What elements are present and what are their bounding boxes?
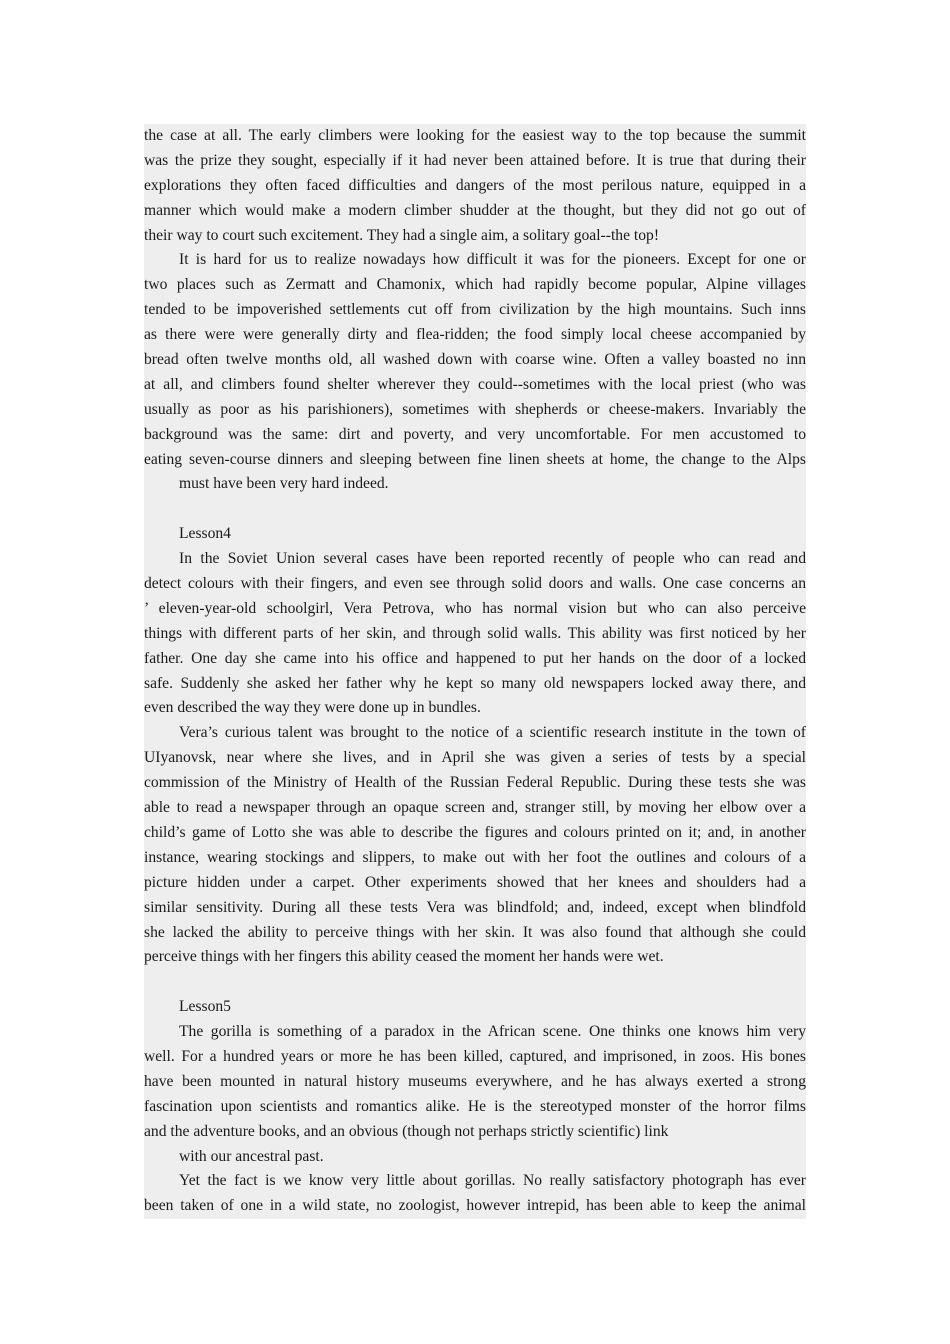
text-line: It is hard for us to realize nowadays how difficult it was for the pioneers. Except for one or <box>179 251 806 269</box>
text-line: as there were were generally dirty and flea-ridden; the food simply local cheese accompanied by <box>144 326 806 344</box>
text-line: tended to be impoverished settlements cut off from civilization by the high mountains. Such inns <box>144 301 806 319</box>
text-line: similar sensitivity. During all these tests Vera was blindfold; and, indeed, except when blindfold <box>144 898 806 916</box>
text-line: detect colours with their fingers, and even see through solid doors and walls. One case concerns an <box>144 575 806 593</box>
text-line: even described the way they were done up in bundles. <box>144 699 481 717</box>
blank-line <box>144 497 806 522</box>
text-line: commission of the Ministry of Health of the Russian Federal Republic. During these tests she was <box>144 774 806 792</box>
text-line: and the adventure books, and an obvious (though not perhaps strictly scientific) link <box>144 1122 669 1140</box>
blank-line <box>144 970 806 995</box>
text-line: the case at all. The early climbers were looking for the easiest way to the top because the summit <box>144 127 806 144</box>
text-line: things with different parts of her skin, and through solid walls. This ability was first noticed by her <box>144 624 806 642</box>
text-line: their way to court such excitement. They had a single aim, a solitary goal--the top! <box>144 226 660 244</box>
text-line: been taken of one in a wild state, no zoologist, however intrepid, has been able to keep the animal <box>144 1197 806 1215</box>
text-line: ’ eleven-year-old schoolgirl, Vera Petrova, who has normal vision but who can also perceive <box>144 599 806 617</box>
text-line: bread often twelve months old, all washed down with coarse wine. Often a valley boasted no inn <box>144 351 806 369</box>
text-line: child’s game of Lotto she was able to describe the figures and colours printed on it; and, in another <box>144 823 806 841</box>
text-line: UIyanovsk, near where she lives, and in April she was given a series of tests by a special <box>144 749 806 767</box>
document-text-block <box>144 124 806 1219</box>
text-line: instance, wearing stockings and slippers, to make out with her foot the outlines and colours of a <box>144 848 806 866</box>
text-line: at all, and climbers found shelter wherever they could--sometimes with the local priest (who was <box>144 375 806 393</box>
lesson-heading: Lesson4 <box>179 525 231 543</box>
text-line: eating seven-course dinners and sleeping between fine linen sheets at home, the change to the Alps <box>144 450 806 468</box>
text-line: fascination upon scientists and romantics alike. He is the stereotyped monster of the horror films <box>144 1097 806 1115</box>
text-line: father. One day she came into his office and happened to put her hands on the door of a locked <box>144 649 806 667</box>
text-line: safe. Suddenly she asked her father why he kept so many old newspapers locked away there, and <box>144 674 806 692</box>
text-line: manner which would make a modern climber shudder at the thought, but they did not go out of <box>144 201 806 219</box>
text-line: explorations they often faced difficulties and dangers of the most perilous nature, equipped in a <box>144 176 806 194</box>
text-line: she lacked the ability to perceive things with her skin. It was also found that although she could <box>144 923 806 941</box>
text-line: must have been very hard indeed. <box>179 475 389 493</box>
text-line: The gorilla is something of a paradox in the African scene. One thinks one knows him very <box>179 1023 806 1041</box>
text-line: picture hidden under a carpet. Other experiments showed that her knees and shoulders had a <box>144 873 806 891</box>
text-line: have been mounted in natural history museums everywhere, and he has always exerted a strong <box>144 1072 806 1090</box>
text-line: Yet the fact is we know very little about gorillas. No really satisfactory photograph has ever <box>179 1172 806 1190</box>
text-line: with our ancestral past. <box>179 1147 324 1165</box>
text-line: well. For a hundred years or more he has been killed, captured, and imprisoned, in zoos. His bones <box>144 1047 806 1065</box>
text-line: perceive things with her fingers this ability ceased the moment her hands were wet. <box>144 948 664 966</box>
text-line: able to read a newspaper through an opaque screen and, stranger still, by moving her elbow over a <box>144 799 806 817</box>
lesson-heading: Lesson5 <box>179 998 231 1016</box>
text-line: In the Soviet Union several cases have been reported recently of people who can read and <box>179 550 806 568</box>
text-line: was the prize they sought, especially if it had never been attained before. It is true that during their <box>144 151 806 169</box>
text-line: background was the same: dirt and poverty, and very uncomfortable. For men accustomed to <box>144 425 806 443</box>
text-line: Vera’s curious talent was brought to the notice of a scientific research institute in the town of <box>179 724 806 742</box>
text-line: usually as poor as his parishioners), sometimes with shepherds or cheese-makers. Invariably the <box>144 400 806 418</box>
text-line: two places such as Zermatt and Chamonix, which had rapidly become popular, Alpine villages <box>144 276 806 294</box>
